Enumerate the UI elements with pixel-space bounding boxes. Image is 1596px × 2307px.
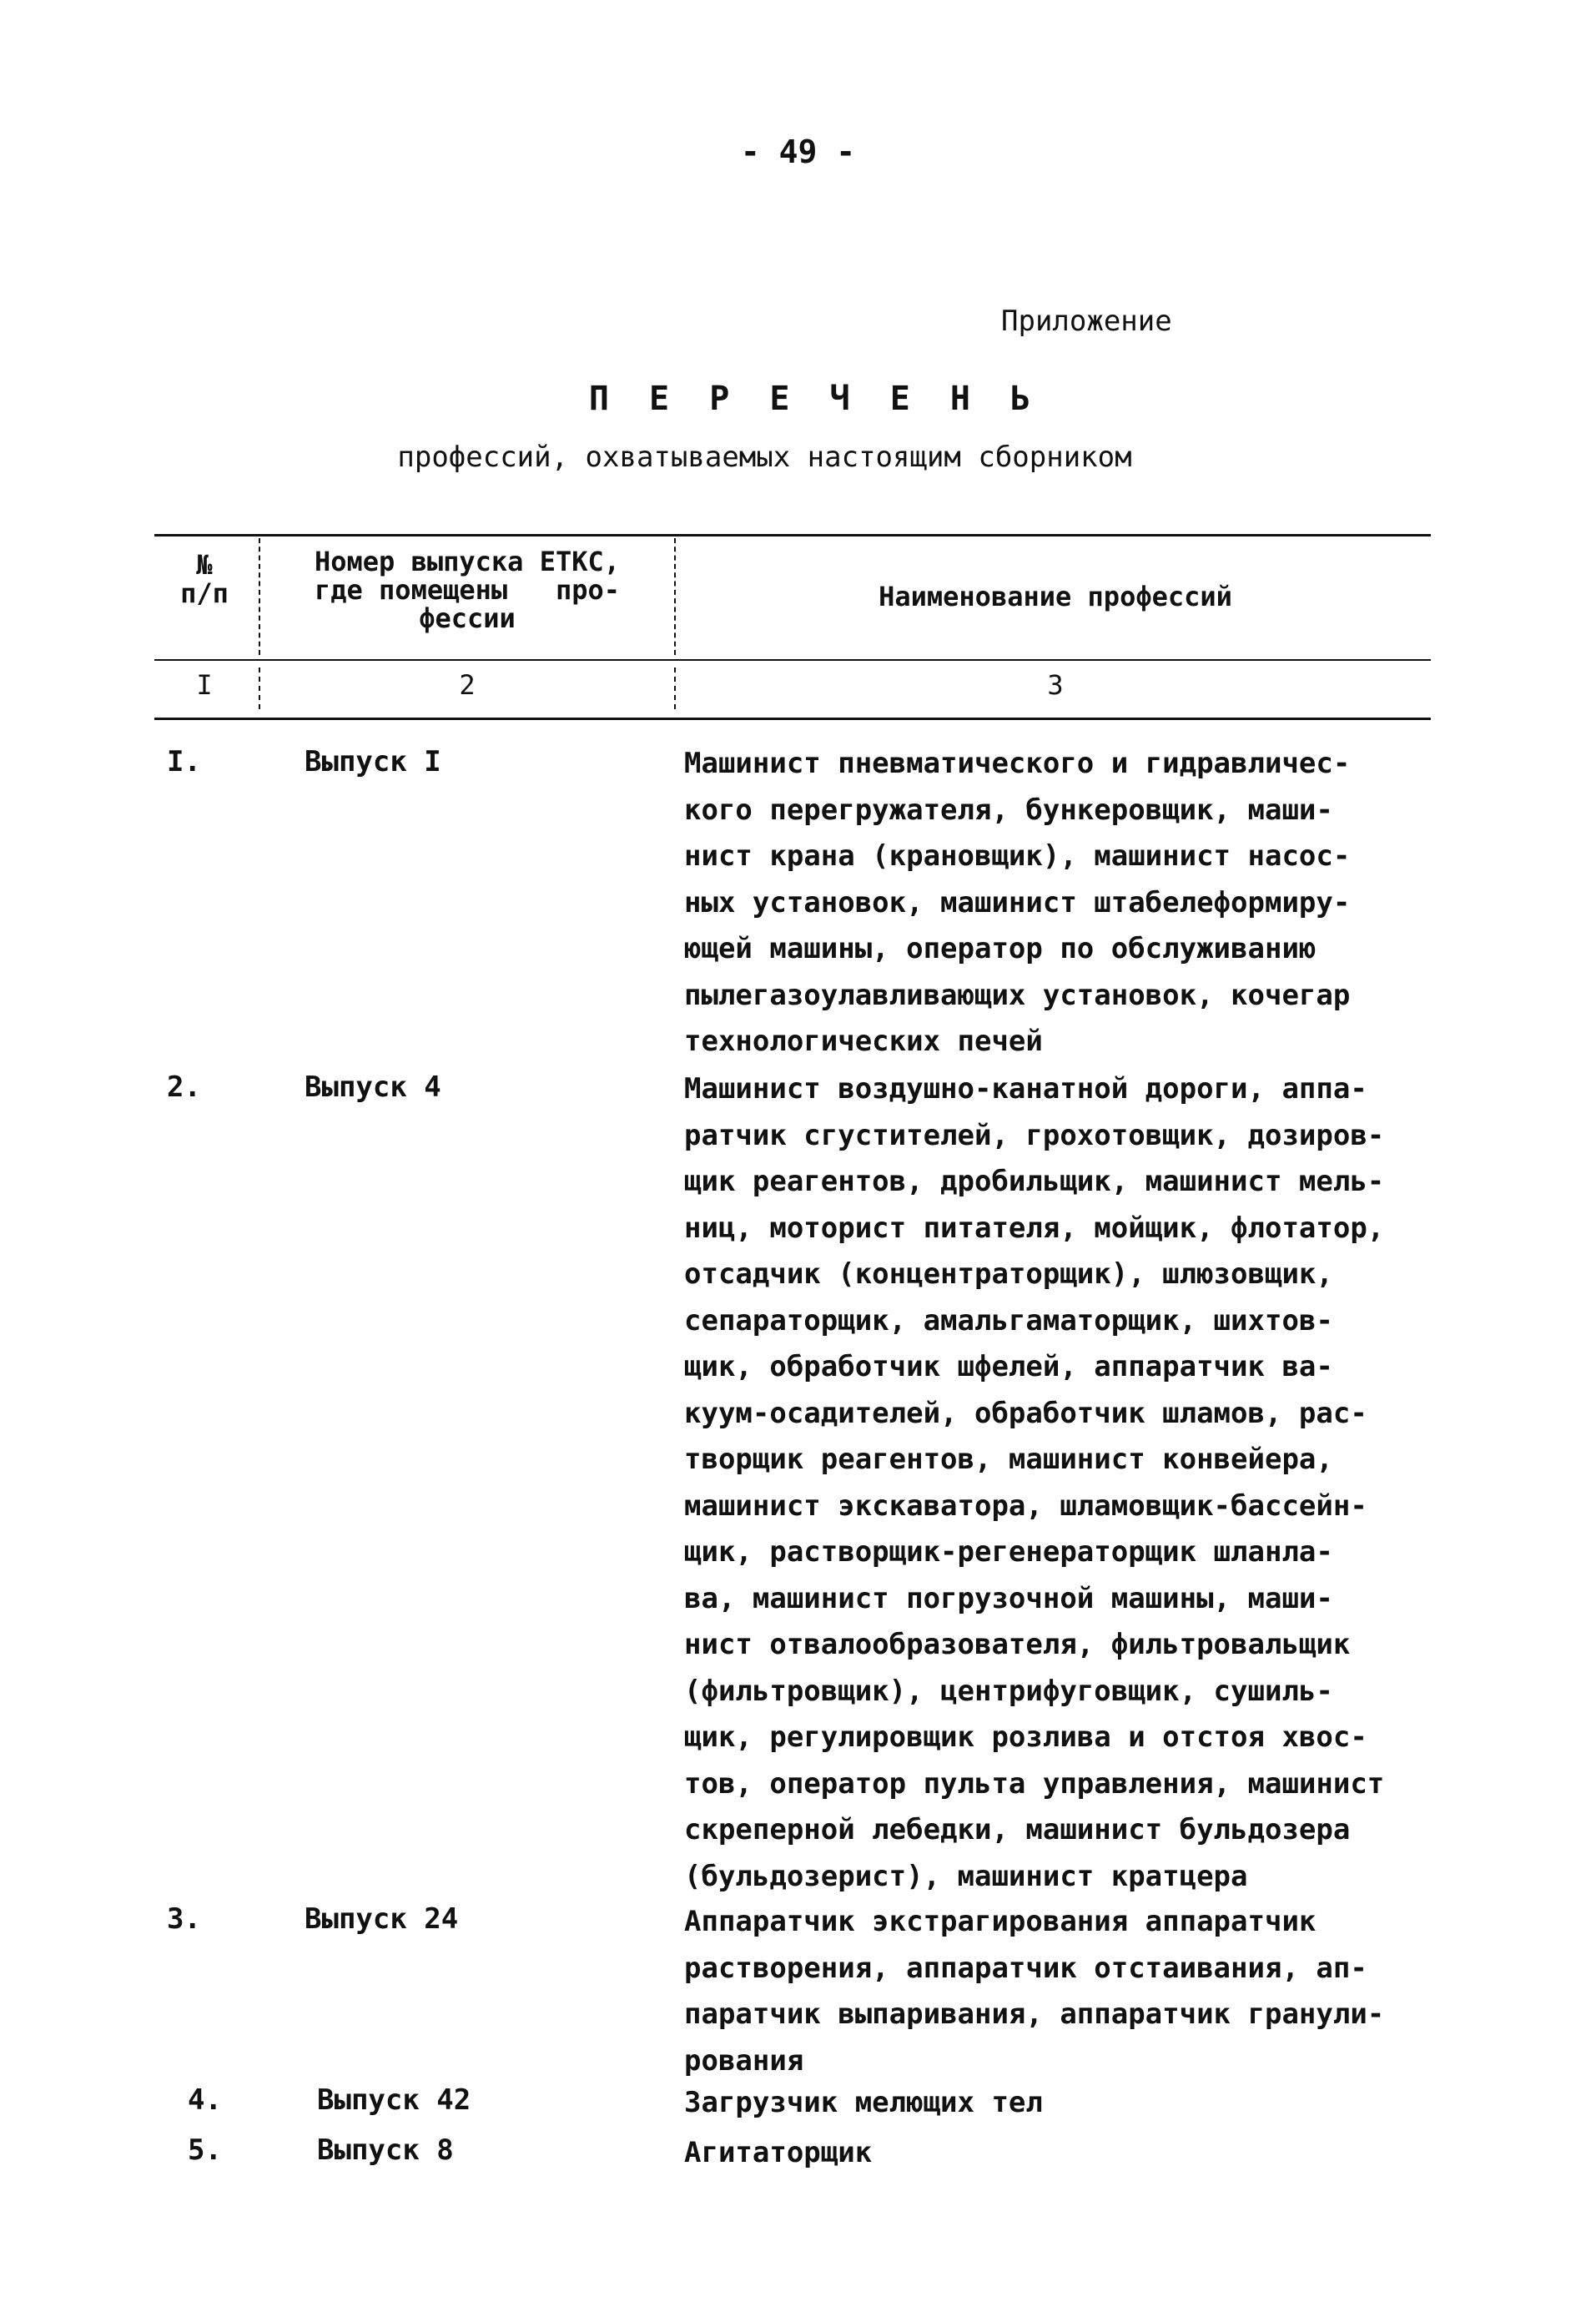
row-professions: Загрузчик мелющих тел bbox=[684, 2086, 1043, 2119]
column-separator bbox=[259, 538, 260, 655]
row-number: 5. bbox=[188, 2133, 222, 2167]
page-number: - 49 - bbox=[740, 133, 856, 170]
header-number: № п/п bbox=[180, 549, 229, 609]
column-number: 3 bbox=[1047, 669, 1064, 701]
header-profession-name: Наименование профессий bbox=[879, 581, 1232, 612]
row-professions: Машинист воздушно-канатной дороги, аппа- ратчик сгустителей, грохотовщик, дозиров- щик реагентов, дробильщик, машинист мель- ниц, моторист питателя, мойщик, флотатор, отсадчик (концентраторщик), шлюзовщик, сепараторщик, амальгаматорщик, шихтов- щик, обработчик шфелей, аппаратчик ва- куум-осадителей, обработчик шламов, рас- творщик реагентов, машинист конвейера, машинист экскаватора, шламовщик-бассейн- щик, растворщик-регенераторщик шланла- ва, машинист погрузочной машины, маши- нист отвалообразователя, фильтровальщик (фильтровщик), центрифуговщик, сушиль- щик, регулировщик розлива и отстоя хвос- тов, оператор пульта управления, машинист скреперной лебедки, машинист бульдозера (бульдозерист), машинист кратцера bbox=[684, 1072, 1385, 1893]
column-separator bbox=[674, 538, 676, 655]
row-issue: Выпуск 4 bbox=[305, 1070, 441, 1104]
row-number: 3. bbox=[167, 1902, 201, 1936]
row-issue: Выпуск 24 bbox=[305, 1902, 459, 1936]
row-number: 4. bbox=[188, 2083, 222, 2117]
document-subtitle: профессий, охватываемых настоящим сборником bbox=[397, 441, 1132, 474]
document-title: П Е Р Е Ч Е Н Ь bbox=[588, 380, 1041, 418]
row-issue: Выпуск 42 bbox=[317, 2083, 471, 2117]
column-number: I bbox=[196, 669, 213, 701]
column-numbers-bottom-rule bbox=[154, 718, 1431, 720]
header-issue: Номер выпуска ЕТКС, где помещены про- фессии bbox=[314, 546, 621, 634]
row-issue: Выпуск 8 bbox=[317, 2133, 454, 2167]
column-separator bbox=[259, 667, 260, 709]
row-number: I. bbox=[167, 745, 201, 778]
row-number: 2. bbox=[167, 1070, 201, 1104]
appendix-label: Приложение bbox=[1001, 305, 1172, 338]
column-separator bbox=[674, 667, 676, 709]
row-professions: Аппаратчик экстрагирования аппаратчик растворения, аппаратчик отстаивания, ап- паратчик выпаривания, аппаратчик гранули- рования bbox=[684, 1905, 1385, 2078]
row-professions: Машинист пневматического и гидравличес- кого перегружателя, бункеровщик, маши- нист крана (крановщик), машинист насос- ных установок, машинист штабелеформиру- ющей машины, оператор по обслуживанию пылегазоулавливающих установок, кочегар технологических печей bbox=[684, 747, 1351, 1058]
row-professions: Агитаторщик bbox=[684, 2136, 873, 2169]
column-number: 2 bbox=[459, 669, 476, 701]
header-bottom-rule bbox=[154, 659, 1431, 661]
row-issue: Выпуск I bbox=[305, 745, 441, 778]
table-top-rule bbox=[154, 534, 1431, 536]
